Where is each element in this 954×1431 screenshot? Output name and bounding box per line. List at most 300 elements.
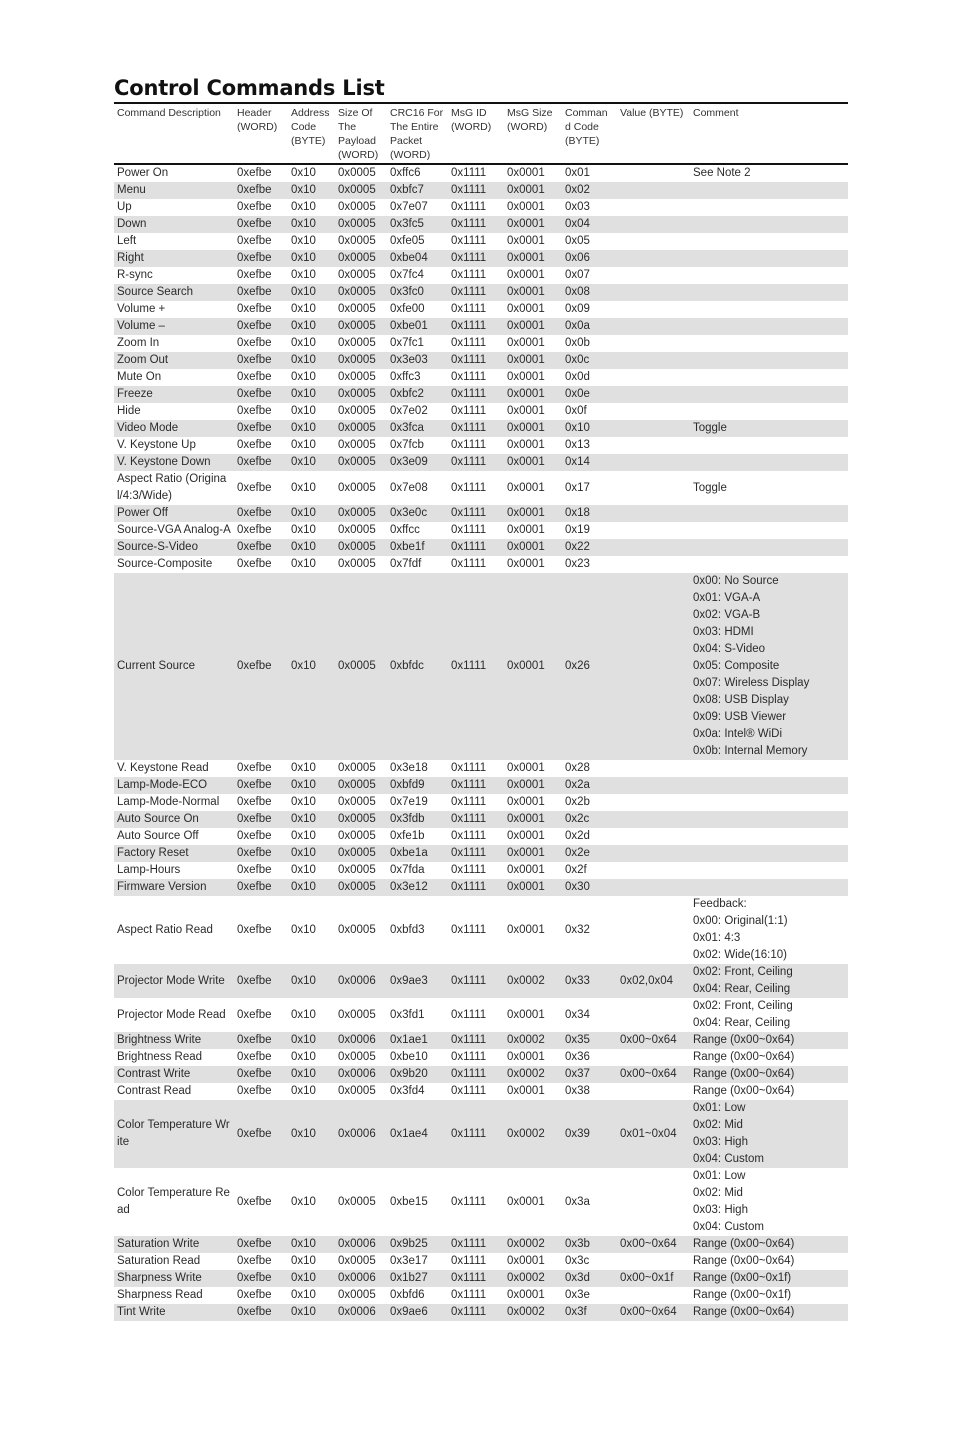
- cell-msg-id: 0x1111: [451, 830, 487, 842]
- cell-crc16: 0xbe10: [390, 1051, 428, 1063]
- cell-payload-size: 0x0005: [338, 524, 376, 536]
- cell-address-code: 0x10: [291, 1127, 316, 1140]
- cell-msg-id: 0x1111: [451, 252, 487, 264]
- cell-value: [617, 1049, 690, 1066]
- cell-comment: [690, 199, 848, 216]
- cell-command-code: 0x22: [565, 541, 590, 553]
- cell-address-code: 0x10: [291, 1289, 316, 1301]
- comment-line: Toggle: [693, 422, 727, 434]
- cell-command-code: 0x2b: [565, 796, 590, 808]
- cell-comment: [690, 539, 848, 556]
- cell-address-code: 0x10: [291, 456, 316, 468]
- comment-line: 0x00: No Source: [693, 575, 779, 587]
- cell-header: 0xefbe: [237, 813, 272, 825]
- cell-crc16: 0x3e18: [390, 762, 428, 774]
- cell-command-code: 0x2d: [565, 830, 590, 842]
- cell-comment: [690, 318, 848, 335]
- table-row: [114, 1253, 848, 1270]
- page-title: Control Commands List: [114, 76, 385, 100]
- cell-payload-size: 0x0006: [338, 1272, 376, 1284]
- cell-crc16: 0x7e02: [390, 405, 428, 417]
- cell-address-code: 0x10: [291, 974, 316, 987]
- cell-payload-size: 0x0005: [338, 252, 376, 264]
- cell-address-code: 0x10: [291, 235, 316, 247]
- cell-comment: [690, 1100, 848, 1168]
- cell-value: [617, 1253, 690, 1270]
- cell-comment: [690, 437, 848, 454]
- cell-header: 0xefbe: [237, 320, 272, 332]
- cell-comment: [690, 556, 848, 573]
- cell-crc16: 0x3fc0: [390, 286, 424, 298]
- cell-value: [617, 896, 690, 964]
- cell-value: [617, 556, 690, 573]
- cell-crc16: 0x9ae6: [390, 1306, 428, 1318]
- cell-comment: [690, 267, 848, 284]
- cell-crc16: 0x7e19: [390, 796, 428, 808]
- cell-msg-id: 0x1111: [451, 405, 487, 417]
- comment-line: Range (0x00~0x64): [693, 1068, 795, 1080]
- cell-address-code: 0x10: [291, 252, 316, 264]
- cell-command-description: Aspect Ratio (Original/4:3/Wide): [117, 473, 227, 502]
- table-row: [114, 182, 848, 199]
- table-row: [114, 1083, 848, 1100]
- cell-address-code: 0x10: [291, 1306, 316, 1318]
- cell-command-code: 0x06: [565, 252, 590, 264]
- cell-value: 0x00~0x1f: [620, 1272, 674, 1284]
- cell-msg-id: 0x1111: [451, 218, 487, 230]
- cell-msg-id: 0x1111: [451, 269, 487, 281]
- comment-line: 0x04: S-Video: [693, 643, 766, 655]
- cell-command-description: Current Source: [117, 660, 195, 672]
- cell-payload-size: 0x0005: [338, 303, 376, 315]
- cell-value: [617, 471, 690, 505]
- cell-address-code: 0x10: [291, 524, 316, 536]
- cell-header: 0xefbe: [237, 167, 272, 179]
- cell-address-code: 0x10: [291, 422, 316, 434]
- comment-line: 0x08: USB Display: [693, 694, 789, 706]
- cell-value: [617, 454, 690, 471]
- cell-comment: [690, 454, 848, 471]
- cell-address-code: 0x10: [291, 864, 316, 876]
- cell-value: [617, 284, 690, 301]
- comment-line: Range (0x00~0x1f): [693, 1272, 792, 1284]
- table-row: [114, 1168, 848, 1236]
- cell-command-code: 0x13: [565, 439, 590, 451]
- cell-address-code: 0x10: [291, 1255, 316, 1267]
- cell-comment: [690, 335, 848, 352]
- cell-address-code: 0x10: [291, 762, 316, 774]
- cell-msg-id: 0x1111: [451, 337, 487, 349]
- comment-line: 0x04: Rear, Ceiling: [693, 1017, 791, 1029]
- cell-header: 0xefbe: [237, 524, 272, 536]
- cell-payload-size: 0x0005: [338, 269, 376, 281]
- cell-command-description: Color Temperature Write: [117, 1119, 230, 1148]
- cell-command-description: Factory Reset: [117, 847, 189, 859]
- cell-command-code: 0x10: [565, 422, 590, 434]
- cell-command-code: 0x3f: [565, 1306, 587, 1318]
- cell-address-code: 0x10: [291, 796, 316, 808]
- cell-command-description: Down: [117, 218, 147, 230]
- cell-crc16: 0xbe04: [390, 252, 428, 264]
- cell-comment: [690, 777, 848, 794]
- cell-command-code: 0x0e: [565, 388, 590, 400]
- cell-comment: [690, 1304, 848, 1321]
- cell-command-description: Color Temperature Read: [117, 1187, 230, 1216]
- col-header-header: Header (WORD): [237, 107, 278, 133]
- cell-crc16: 0x7fda: [390, 864, 425, 876]
- cell-header: 0xefbe: [237, 1034, 272, 1046]
- table-row: [114, 896, 848, 964]
- comment-line: Feedback:: [693, 898, 747, 910]
- cell-msg-size: 0x0001: [507, 456, 545, 468]
- cell-value: [617, 879, 690, 896]
- table-body: [114, 164, 848, 1321]
- table-row: [114, 879, 848, 896]
- cell-header: 0xefbe: [237, 303, 272, 315]
- cell-value: [617, 386, 690, 403]
- cell-msg-id: 0x1111: [451, 1306, 487, 1318]
- cell-payload-size: 0x0005: [338, 1195, 376, 1208]
- table-header-row: [114, 103, 848, 164]
- cell-address-code: 0x10: [291, 481, 316, 494]
- cell-command-description: Freeze: [117, 388, 153, 400]
- cell-command-code: 0x18: [565, 507, 590, 519]
- cell-comment: [690, 1236, 848, 1253]
- cell-address-code: 0x10: [291, 337, 316, 349]
- cell-header: 0xefbe: [237, 1068, 272, 1080]
- cell-command-code: 0x14: [565, 456, 590, 468]
- cell-comment: [690, 1066, 848, 1083]
- cell-msg-id: 0x1111: [451, 303, 487, 315]
- cell-header: 0xefbe: [237, 422, 272, 434]
- cell-header: 0xefbe: [237, 1238, 272, 1250]
- comment-line: 0x02: Mid: [693, 1187, 743, 1199]
- cell-value: [617, 318, 690, 335]
- cell-header: 0xefbe: [237, 847, 272, 859]
- cell-crc16: 0xffc3: [390, 371, 421, 383]
- cell-address-code: 0x10: [291, 1272, 316, 1284]
- cell-comment: [690, 522, 848, 539]
- cell-payload-size: 0x0005: [338, 405, 376, 417]
- cell-crc16: 0xfe05: [390, 235, 425, 247]
- cell-msg-id: 0x1111: [451, 1255, 487, 1267]
- col-header-msg-size: MsG Size (WORD): [507, 107, 553, 133]
- cell-command-description: Source-VGA Analog-A: [117, 524, 231, 536]
- table-row: [114, 216, 848, 233]
- cell-msg-id: 0x1111: [451, 388, 487, 400]
- cell-comment: [690, 998, 848, 1032]
- cell-command-description: Mute On: [117, 371, 162, 383]
- cell-msg-size: 0x0001: [507, 558, 545, 570]
- cell-value: [617, 164, 690, 182]
- comment-line: 0x0a: Intel® WiDi: [693, 728, 783, 740]
- cell-msg-size: 0x0001: [507, 813, 545, 825]
- cell-header: 0xefbe: [237, 184, 272, 196]
- cell-address-code: 0x10: [291, 371, 316, 383]
- cell-comment: [690, 403, 848, 420]
- cell-command-description: Volume –: [117, 320, 165, 332]
- cell-command-description: Left: [117, 235, 137, 247]
- cell-crc16: 0x3fca: [390, 422, 424, 434]
- cell-command-code: 0x17: [565, 481, 590, 494]
- cell-crc16: 0x3fd1: [390, 1008, 425, 1021]
- cell-comment: [690, 284, 848, 301]
- cell-crc16: 0x3e03: [390, 354, 428, 366]
- table-row: [114, 1100, 848, 1168]
- table-row: [114, 556, 848, 573]
- cell-value: [617, 369, 690, 386]
- cell-msg-id: 0x1111: [451, 422, 487, 434]
- cell-comment: [690, 896, 848, 964]
- cell-command-code: 0x37: [565, 1068, 590, 1080]
- cell-header: 0xefbe: [237, 507, 272, 519]
- cell-header: 0xefbe: [237, 830, 272, 842]
- cell-header: 0xefbe: [237, 439, 272, 451]
- cell-command-description: Brightness Write: [117, 1034, 202, 1046]
- cell-crc16: 0x9b25: [390, 1238, 428, 1250]
- cell-msg-size: 0x0001: [507, 541, 545, 553]
- cell-msg-size: 0x0001: [507, 864, 545, 876]
- cell-crc16: 0x7fcb: [390, 439, 424, 451]
- cell-header: 0xefbe: [237, 1085, 272, 1097]
- cell-address-code: 0x10: [291, 405, 316, 417]
- cell-msg-size: 0x0001: [507, 439, 545, 451]
- cell-comment: [690, 369, 848, 386]
- table-row: [114, 335, 848, 352]
- cell-crc16: 0x3fdb: [390, 813, 425, 825]
- cell-msg-size: 0x0002: [507, 974, 545, 987]
- comment-line: Range (0x00~0x64): [693, 1255, 795, 1267]
- cell-header: 0xefbe: [237, 1272, 272, 1284]
- cell-value: [617, 760, 690, 777]
- cell-msg-size: 0x0001: [507, 762, 545, 774]
- cell-payload-size: 0x0005: [338, 1008, 376, 1021]
- cell-comment: [690, 1168, 848, 1236]
- cell-value: [617, 505, 690, 522]
- cell-crc16: 0x3e17: [390, 1255, 428, 1267]
- cell-header: 0xefbe: [237, 1051, 272, 1063]
- cell-address-code: 0x10: [291, 167, 316, 179]
- cell-command-description: Sharpness Read: [117, 1289, 203, 1301]
- cell-msg-size: 0x0001: [507, 371, 545, 383]
- table-row: [114, 828, 848, 845]
- cell-payload-size: 0x0005: [338, 422, 376, 434]
- cell-msg-size: 0x0001: [507, 481, 545, 494]
- cell-value: [617, 233, 690, 250]
- cell-payload-size: 0x0005: [338, 830, 376, 842]
- cell-value: [617, 522, 690, 539]
- cell-command-code: 0x05: [565, 235, 590, 247]
- cell-command-description: Brightness Read: [117, 1051, 203, 1063]
- cell-comment: [690, 182, 848, 199]
- cell-crc16: 0xffc6: [390, 167, 421, 179]
- cell-header: 0xefbe: [237, 779, 272, 791]
- cell-comment: [690, 1253, 848, 1270]
- cell-crc16: 0x7fc1: [390, 337, 424, 349]
- cell-value: [617, 267, 690, 284]
- cell-value: [617, 199, 690, 216]
- cell-command-code: 0x0d: [565, 371, 590, 383]
- cell-comment: [690, 250, 848, 267]
- cell-msg-id: 0x1111: [451, 1085, 487, 1097]
- table-row: [114, 318, 848, 335]
- comment-line: Toggle: [693, 481, 727, 494]
- cell-header: 0xefbe: [237, 286, 272, 298]
- table-row: [114, 199, 848, 216]
- cell-address-code: 0x10: [291, 1051, 316, 1063]
- cell-value: 0x02,0x04: [620, 974, 674, 987]
- cell-payload-size: 0x0005: [338, 881, 376, 893]
- cell-msg-id: 0x1111: [451, 1289, 487, 1301]
- cell-msg-size: 0x0001: [507, 796, 545, 808]
- cell-command-description: Volume +: [117, 303, 166, 315]
- cell-command-code: 0x3d: [565, 1272, 590, 1284]
- cell-comment: [690, 879, 848, 896]
- cell-header: 0xefbe: [237, 558, 272, 570]
- cell-payload-size: 0x0005: [338, 167, 376, 179]
- cell-msg-id: 0x1111: [451, 762, 487, 774]
- cell-payload-size: 0x0005: [338, 847, 376, 859]
- control-commands-table: [114, 102, 848, 1321]
- cell-value: [617, 335, 690, 352]
- cell-comment: [690, 471, 848, 505]
- cell-value: [617, 1168, 690, 1236]
- cell-comment: [690, 233, 848, 250]
- cell-msg-id: 0x1111: [451, 864, 487, 876]
- cell-msg-size: 0x0001: [507, 1255, 545, 1267]
- cell-comment: [690, 352, 848, 369]
- table-row: [114, 437, 848, 454]
- cell-command-code: 0x03: [565, 201, 590, 213]
- cell-crc16: 0x3fd4: [390, 1085, 425, 1097]
- cell-address-code: 0x10: [291, 286, 316, 298]
- cell-payload-size: 0x0005: [338, 481, 376, 494]
- table-row: [114, 233, 848, 250]
- cell-crc16: 0x9ae3: [390, 974, 428, 987]
- cell-msg-size: 0x0001: [507, 779, 545, 791]
- comment-line: See Note 2: [693, 167, 751, 179]
- comment-line: Range (0x00~0x64): [693, 1051, 795, 1063]
- cell-payload-size: 0x0005: [338, 660, 376, 672]
- cell-msg-size: 0x0002: [507, 1068, 545, 1080]
- cell-msg-id: 0x1111: [451, 974, 487, 987]
- cell-command-description: Video Mode: [117, 422, 179, 434]
- cell-command-code: 0x04: [565, 218, 590, 230]
- cell-payload-size: 0x0005: [338, 864, 376, 876]
- cell-command-description: Aspect Ratio Read: [117, 923, 213, 936]
- cell-crc16: 0xbe15: [390, 1195, 428, 1208]
- cell-command-code: 0x35: [565, 1034, 590, 1046]
- cell-value: [617, 420, 690, 437]
- comment-line: 0x01: Low: [693, 1170, 746, 1182]
- cell-address-code: 0x10: [291, 201, 316, 213]
- table-row: [114, 845, 848, 862]
- cell-address-code: 0x10: [291, 388, 316, 400]
- cell-payload-size: 0x0005: [338, 184, 376, 196]
- cell-command-code: 0x3b: [565, 1238, 590, 1250]
- cell-header: 0xefbe: [237, 481, 272, 494]
- col-header-comment: Comment: [693, 107, 739, 119]
- cell-crc16: 0xbfdc: [390, 660, 424, 672]
- comment-line: 0x04: Rear, Ceiling: [693, 983, 791, 995]
- cell-value: [617, 828, 690, 845]
- cell-value: [617, 301, 690, 318]
- table-row: [114, 164, 848, 182]
- table-row: [114, 386, 848, 403]
- cell-command-description: V. Keystone Down: [117, 456, 211, 468]
- cell-command-code: 0x2a: [565, 779, 590, 791]
- cell-address-code: 0x10: [291, 507, 316, 519]
- col-header-value: Value (BYTE): [620, 107, 684, 119]
- cell-command-description: Zoom In: [117, 337, 160, 349]
- cell-address-code: 0x10: [291, 923, 316, 936]
- cell-msg-size: 0x0002: [507, 1034, 545, 1046]
- cell-command-description: Up: [117, 201, 132, 213]
- cell-command-description: Auto Source Off: [117, 830, 199, 842]
- cell-address-code: 0x10: [291, 541, 316, 553]
- cell-msg-size: 0x0001: [507, 1008, 545, 1021]
- cell-command-code: 0x33: [565, 974, 590, 987]
- cell-command-code: 0x28: [565, 762, 590, 774]
- cell-command-description: Auto Source On: [117, 813, 199, 825]
- cell-payload-size: 0x0006: [338, 1306, 376, 1318]
- cell-header: 0xefbe: [237, 923, 272, 936]
- cell-msg-size: 0x0001: [507, 881, 545, 893]
- cell-msg-id: 0x1111: [451, 660, 487, 672]
- cell-address-code: 0x10: [291, 439, 316, 451]
- cell-payload-size: 0x0005: [338, 1051, 376, 1063]
- col-header-address-code: Address Code (BYTE): [291, 107, 330, 147]
- cell-payload-size: 0x0005: [338, 507, 376, 519]
- cell-crc16: 0x7e08: [390, 481, 428, 494]
- cell-msg-size: 0x0001: [507, 388, 545, 400]
- cell-msg-size: 0x0001: [507, 303, 545, 315]
- cell-header: 0xefbe: [237, 269, 272, 281]
- cell-msg-size: 0x0001: [507, 235, 545, 247]
- cell-msg-id: 0x1111: [451, 524, 487, 536]
- cell-crc16: 0x7fdf: [390, 558, 422, 570]
- cell-command-description: Source Search: [117, 286, 194, 298]
- cell-command-description: Tint Write: [117, 1306, 166, 1318]
- cell-command-code: 0x0c: [565, 354, 590, 366]
- cell-header: 0xefbe: [237, 1008, 272, 1021]
- table-row: [114, 369, 848, 386]
- cell-address-code: 0x10: [291, 1008, 316, 1021]
- cell-value: 0x00~0x64: [620, 1306, 677, 1318]
- cell-msg-id: 0x1111: [451, 1051, 487, 1063]
- cell-msg-size: 0x0001: [507, 422, 545, 434]
- cell-comment: [690, 1270, 848, 1287]
- cell-address-code: 0x10: [291, 1034, 316, 1046]
- cell-value: [617, 403, 690, 420]
- cell-msg-id: 0x1111: [451, 541, 487, 553]
- comment-line: 0x05: Composite: [693, 660, 780, 672]
- cell-comment: [690, 505, 848, 522]
- cell-command-description: Zoom Out: [117, 354, 169, 366]
- cell-address-code: 0x10: [291, 320, 316, 332]
- cell-crc16: 0xbfd9: [390, 779, 425, 791]
- cell-msg-size: 0x0001: [507, 286, 545, 298]
- cell-comment: [690, 1032, 848, 1049]
- cell-payload-size: 0x0005: [338, 1255, 376, 1267]
- cell-msg-size: 0x0002: [507, 1238, 545, 1250]
- table-row: [114, 1287, 848, 1304]
- cell-command-code: 0x34: [565, 1008, 590, 1021]
- cell-msg-size: 0x0001: [507, 218, 545, 230]
- table-row: [114, 811, 848, 828]
- table-row: [114, 352, 848, 369]
- cell-command-description: Firmware Version: [117, 881, 207, 893]
